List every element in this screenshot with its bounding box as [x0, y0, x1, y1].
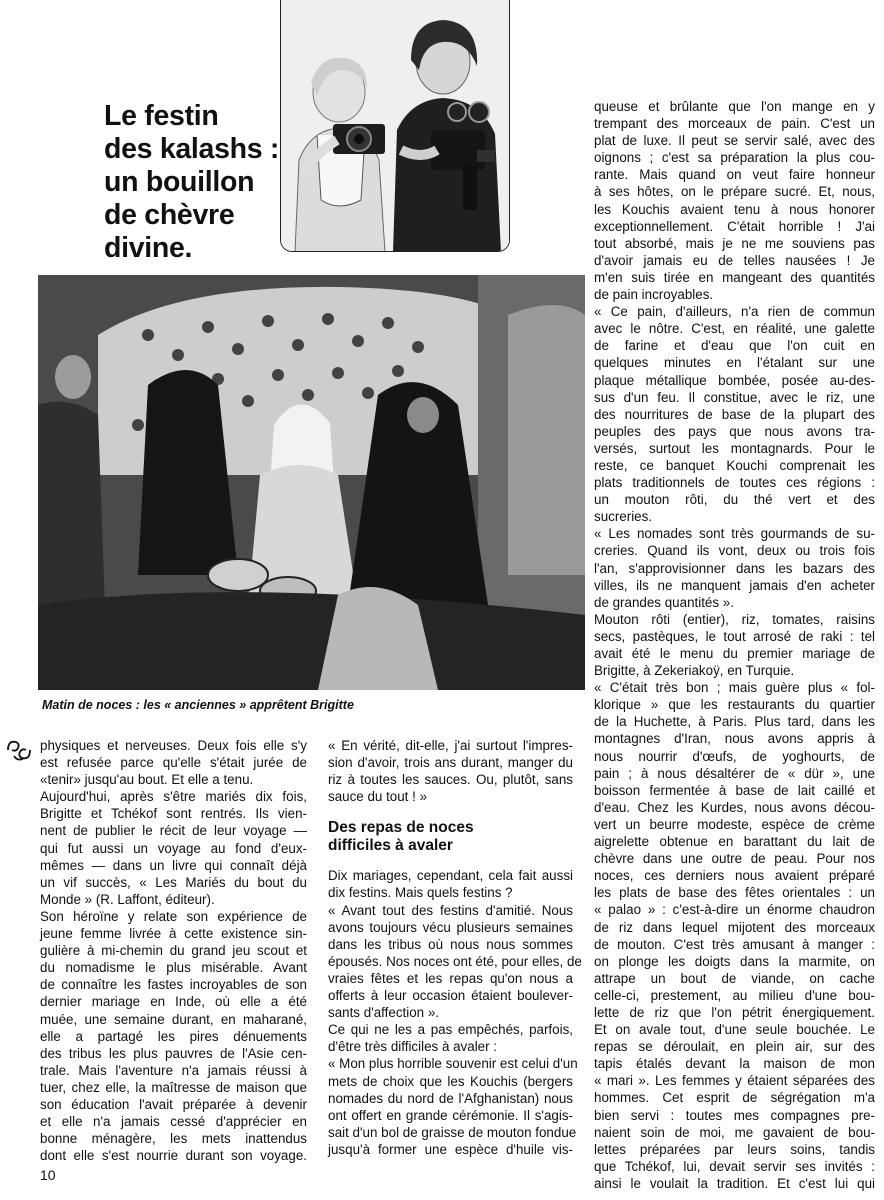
text-line: de la Huchette, à Paris. Plus tard, dans les — [594, 714, 875, 730]
text-line: trale. Mais l'aventure n'a jamais réussi à — [40, 1062, 307, 1078]
text-line: sait d'un bol de graisse de mouton fondue — [328, 1124, 577, 1140]
text-line: lette de riz que l'on pétrit énergiquement. — [594, 1004, 875, 1020]
text-line: dix festins. Mais quels festins ? — [328, 885, 513, 901]
text-line: noces, ces derniers nous avaient préparé — [594, 868, 875, 884]
text-line: sus d'un feu. Il constitue, avec le riz, une — [594, 389, 875, 405]
text-line: mêmes — dans un livre qui connaît déjà — [40, 857, 307, 873]
text-line: des tribus les plus pauvres de l'Asie cen- — [40, 1045, 307, 1061]
text-line: les plats de base des fêtes orientales : un — [594, 885, 875, 901]
text-line: plat de luxe. Il peut se servir salé, avec des — [594, 133, 875, 149]
wedding-preparation-photo — [38, 275, 585, 690]
article-title — [104, 100, 280, 265]
text-line: dernier mariage en Inde, où elle a été — [40, 994, 307, 1010]
text-line: Monde » (R. Laffont, éditeur). — [40, 891, 215, 907]
text-line: Brigitte et Tchékof sont rentrés. Ils vien- — [40, 806, 307, 822]
text-column-2 — [328, 737, 582, 1158]
text-line: exceptionnellement. C'était horrible ! J'ai — [594, 218, 875, 234]
text-line: épousés. Nos noces ont été, pour elles, de — [328, 953, 582, 969]
text-line: de grandes quantités ». — [594, 594, 734, 610]
text-line: « palao » : c'est-à-dire un énorme chaudron — [594, 902, 875, 918]
text-line: « Les nomades sont très gourmands de su- — [594, 526, 875, 542]
text-line: Et on avale tout, d'une seule bouchée. Le — [594, 1022, 875, 1038]
text-line: « Mon plus horrible souvenir est celui d'un — [328, 1056, 578, 1072]
text-line: de pain incroyables. — [594, 287, 714, 303]
text-line: Aujourd'hui, après s'être mariés dix fois, — [40, 789, 307, 805]
text-line: attrape un bout de viande, on cache — [594, 970, 875, 986]
title-line: des kalashs : — [104, 133, 280, 165]
text-line: « En vérité, dit-elle, j'ai surtout l'impres- — [328, 738, 573, 753]
text-line: quelques minutes en l'étalant sur une — [594, 355, 875, 371]
text-line: chèvre dans une outre de peau. Pour nos — [594, 851, 875, 867]
text-line: villes, ils ne manquent jamais d'en acheter — [594, 577, 875, 593]
text-line: celle-ci, prestement, au milieu d'une bou- — [594, 987, 875, 1003]
text-line: ainsi le voulait la tradition. Et c'est lui qui — [594, 1175, 875, 1191]
text-line: rante. Mais quand on veut faire honneur — [594, 167, 875, 183]
text-line: d'eau. Chez les Kurdes, nous avons décou- — [594, 799, 875, 815]
text-line: est refusée parce qu'elle s'était jurée de — [40, 755, 307, 771]
text-line: offerts à leur occasion étaient boulever- — [328, 988, 573, 1004]
text-line: muée, une semaine durant, en maharané, — [40, 1011, 307, 1027]
subheading-line: Des repas de noces — [328, 819, 474, 837]
text-line: dans les tribus où nous nous sommes — [328, 936, 573, 952]
text-line: de riz dans lequel mijotent des morceaux — [594, 919, 875, 935]
text-line: nent de publier le récit de leur voyage — — [40, 823, 307, 839]
text-line: de farine et d'eau que l'on cuit en — [594, 338, 875, 354]
couple-photo-illustration — [281, 0, 510, 252]
text-line: reste, ce banquet Kouchi comprenait les — [594, 457, 875, 473]
page-number: 10 — [40, 1167, 56, 1183]
text-line: tout absorbé, mais je ne me souviens pas — [594, 235, 875, 251]
text-line: à ses hôtes, on le prépare sucré. Et, nous, — [594, 184, 875, 200]
text-line: que Tchékof, lui, devait servir ses invités : — [594, 1158, 875, 1174]
text-line: Dix mariages, cependant, cela fait aussi — [328, 868, 573, 884]
text-line: bonne ménagère, les mets inattendus — [40, 1131, 307, 1147]
text-line: versés, surtout les montagnards. Pour le — [594, 440, 875, 456]
text-line: d'être très difficiles à avaler : — [328, 1039, 498, 1055]
text-line: bien servi : toutes mes compagnes pre- — [594, 1107, 875, 1123]
text-line: creries. Quand ils vont, deux ou trois fois — [594, 543, 875, 559]
text-line: un mouton rôti, du thé vert et des — [594, 492, 875, 508]
text-line: naient soin de moi, me gavaient de bou- — [594, 1124, 875, 1140]
text-line: Son héroïne y relate son expérience de — [40, 908, 307, 924]
text-line: « C'était très bon ; mais guère plus « fol- — [594, 680, 875, 696]
text-line: peuples des pays que nous avons tra- — [594, 423, 875, 439]
title-line: Le festin — [104, 100, 219, 132]
title-line: de chèvre — [104, 199, 235, 231]
text-line: physiques et nerveuses. Deux fois elle s'y — [40, 738, 307, 753]
text-line: avons toujours vécu plusieurs semaines — [328, 919, 573, 935]
section-subheading — [328, 819, 573, 855]
text-line: nomades du nord de l'Afghanistan) nous — [328, 1090, 573, 1106]
text-line: elle a partagé les pires dénuements — [40, 1028, 307, 1044]
text-line: oignons ; c'est sa préparation la plus cou- — [594, 150, 875, 166]
text-line: gulière à mi-chemin du grand jeu scout et — [40, 943, 307, 959]
text-line: «tenir» jusqu'au bout. Et elle a tenu. — [40, 772, 254, 788]
text-line: hommes. Cet esprit de ségrégation m'a — [594, 1090, 875, 1106]
text-line: secs, pastèques, le tout arrosé de raki : tel — [594, 628, 875, 644]
photo-caption: Matin de noces : les « anciennes » apprêtent Brigitte — [42, 698, 354, 712]
text-line: Ce qui ne les a pas empêchés, parfois, — [328, 1022, 573, 1038]
text-line: vert un beurre modeste, espèce de crème — [594, 816, 875, 832]
text-line: sants d'affection ». — [328, 1005, 439, 1021]
text-line: jeune femme livrée à cette existence sin- — [40, 926, 307, 942]
text-line: Mouton rôti (entier), riz, tomates, raisins — [594, 611, 875, 627]
text-line: m'en suis tirée en mangeant des quantités — [594, 269, 875, 285]
text-line: d'avoir jamais eu de telles nausées ! Je — [594, 252, 875, 268]
text-line: qui fut aussi un voyage au fond d'eux- — [40, 840, 307, 856]
text-line: trempant des morceaux de pain. C'est un — [594, 116, 875, 132]
text-line: « Avant tout des festins d'amitié. Nous — [328, 902, 573, 918]
text-line: pain ; à nous désaltérer de « dür », une — [594, 765, 875, 781]
text-line: avec le nôtre. C'est, en réalité, une galette — [594, 321, 875, 337]
text-line: tuer, chez elle, la maîtresse de maison que — [40, 1079, 307, 1095]
text-line: repas se déroulait, en plein air, sur des — [594, 1039, 875, 1055]
text-line: et elle n'a jamais cessé d'apprécier en — [40, 1114, 307, 1130]
text-line: jusqu'à former une espèce d'huile vis- — [328, 1141, 573, 1157]
wedding-photo-illustration — [38, 275, 585, 690]
text-line: aigrelette obtenue en barattant du lait de — [594, 834, 875, 850]
text-line: du nomadisme le plus misérable. Avant — [40, 960, 307, 976]
subheading-line: difficiles à avaler — [328, 837, 453, 855]
text-line: dont elle s'est nourrie durant son voyage. — [40, 1148, 307, 1164]
title-line: divine. — [104, 232, 193, 264]
text-line: vraies fêtes et les repas qu'on nous a — [328, 970, 573, 986]
text-line: sucreries. — [594, 509, 653, 525]
text-line: Brigitte, à Zekeriakoÿ, en Turquie. — [594, 663, 795, 679]
ornament-icon — [4, 736, 34, 764]
text-line: de connaître les fastes incroyables de son — [40, 977, 307, 993]
title-line: un bouillon — [104, 166, 255, 198]
couple-with-cameras-photo — [280, 0, 510, 252]
text-line: on plonge les doigts dans la marmite, on — [594, 953, 875, 969]
text-column-1 — [40, 737, 307, 1164]
text-line: ont offert en grande cérémonie. Il s'agis- — [328, 1107, 573, 1123]
text-line: un vif succès, « Les Mariés du bout du — [40, 874, 307, 890]
text-line: sauce du tout ! » — [328, 789, 428, 805]
text-line: mets de choix que les Kouchis (bergers — [328, 1073, 573, 1089]
text-line: des nourritures de base de la plupart des — [594, 406, 875, 422]
text-line: l'an, s'approvisionner dans les bazars des — [594, 560, 875, 576]
text-line: avait été le menu du premier mariage de — [594, 646, 875, 661]
text-line: riz à toutes les sauces. Ou, plutôt, sans — [328, 772, 573, 788]
text-line: « mari ». Les femmes y étaient séparées des — [594, 1073, 875, 1089]
text-line: plats traditionnels de toutes ces régions : — [594, 475, 875, 491]
text-line: boisson fermentée à base de lait caillé et — [594, 782, 875, 798]
text-column-3 — [594, 98, 875, 1192]
text-line: plaque métallique bombée, posée au-des- — [594, 372, 875, 388]
text-line: queuse et brûlante que l'on mange en y — [594, 99, 875, 114]
text-line: nous nourrir d'œufs, de yoghourts, de — [594, 748, 875, 764]
text-line: son éducation l'avait préparée à devenir — [40, 1096, 307, 1112]
text-line: tapis étalés devant la maison de mon — [594, 1056, 875, 1072]
text-line: les Kouchis avaient tenu à nous honorer — [594, 201, 875, 217]
text-line: montagnes d'Iran, nous avons appris à — [594, 731, 875, 747]
text-line: klorique » que les restaurants du quartier — [594, 697, 875, 713]
text-line: « Ce pain, d'ailleurs, n'a rien de commun — [594, 304, 875, 320]
text-line: sion d'avoir, trois ans durant, manger du — [328, 755, 573, 771]
text-line: lettes préparées par leurs soins, tandis — [594, 1141, 875, 1157]
text-line: de mouton. C'est très amusant à manger : — [594, 936, 875, 952]
